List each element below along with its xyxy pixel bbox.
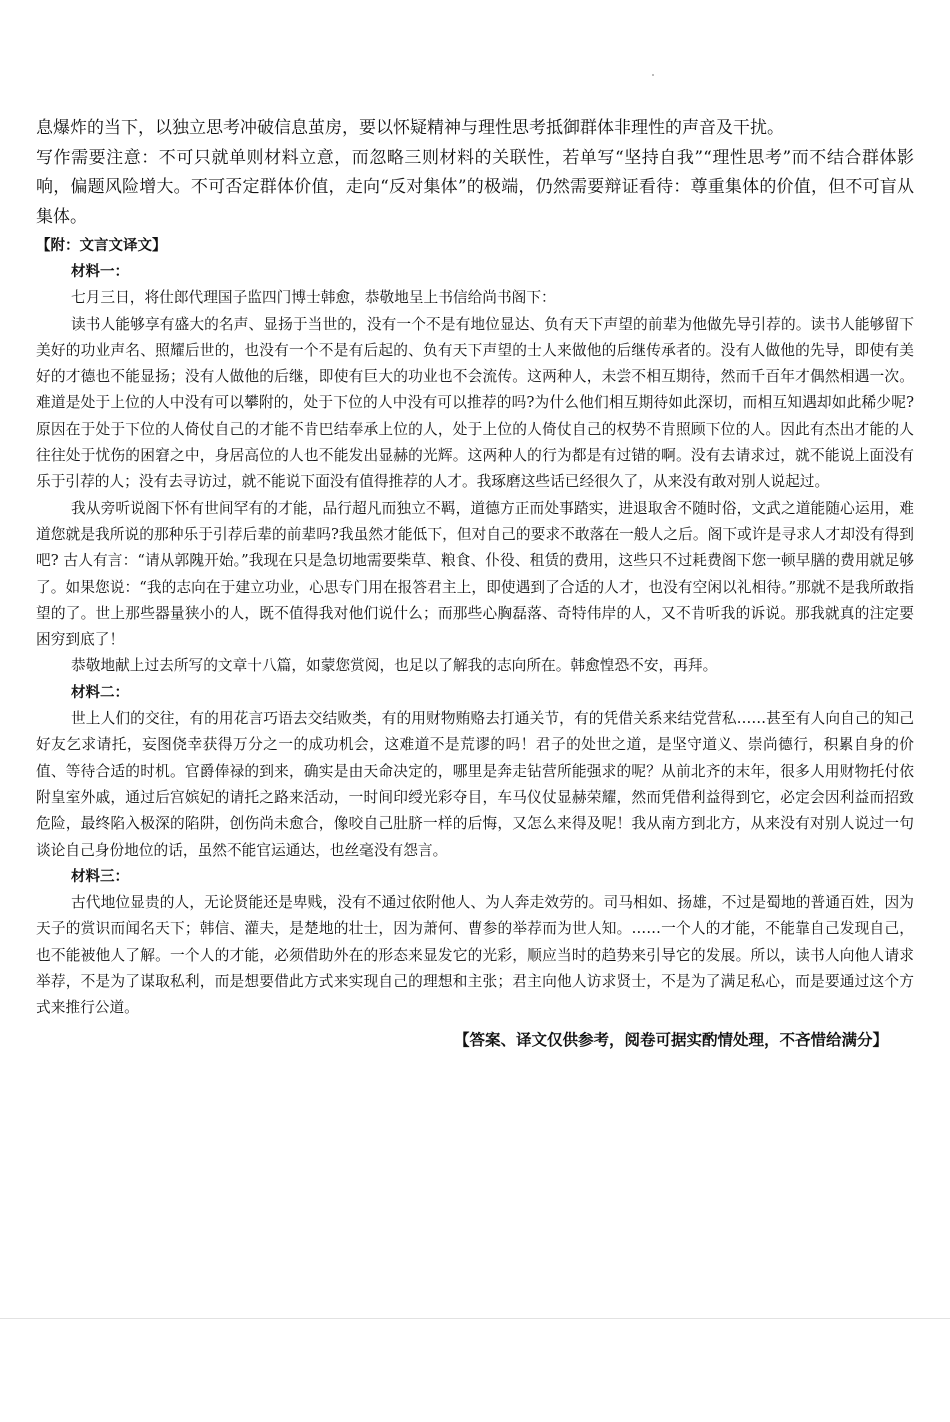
intro-paragraph-1: 息爆炸的当下，以独立思考冲破信息茧房，要以怀疑精神与理性思考抵御群体非理性的声音及干扰。 bbox=[36, 118, 784, 138]
page-bottom-divider bbox=[0, 1318, 950, 1319]
material-3-title: 材料三： bbox=[71, 868, 129, 885]
document-content bbox=[36, 114, 914, 1054]
material-2-paragraph: 世上人们的交往，有的用花言巧语去交结败类，有的用财物贿赂去打通关节，有的凭借关系来结党营私……甚至有人向自己的知己好友乞求请托，妄图侥幸获得万分之一的成功机会，这难道不是荒谬的吗！君子的处世之道，是坚守道义、崇尚德行，积累自身的价值、等待合适的时机。官爵俸禄的到来，确实是由天命决定的，哪里是奔走钻营所能强求的呢？从前北齐的末年，很多人用财物托付依附皇室外戚，通过后宫嫔妃的请托之路来活动，一时间印绶光彩夺目，车马仪仗显赫荣耀，然而凭借利益得到它，必定会因利益而招致危险，最终陷入极深的陷阱，创伤尚未愈合，像咬自己肚脐一样的后悔，又怎么来得及呢！我从南方到北方，从来没有对别人说过一句谈论自己身份地位的话，虽然不能官运通达，也丝毫没有怨言。 bbox=[36, 710, 914, 859]
material-1-paragraph: 七月三日，将仕郎代理国子监四门博士韩愈，恭敬地呈上书信给尚书阁下： bbox=[71, 289, 556, 307]
material-1-paragraph: 恭敬地献上过去所写的文章十八篇，如蒙您赏阅，也足以了解我的志向所在。韩愈惶恐不安，再拜。 bbox=[71, 657, 718, 675]
material-1-title: 材料一： bbox=[71, 264, 129, 280]
appendix-translation bbox=[36, 233, 914, 1054]
material-1-paragraph: 我从旁听说阁下怀有世间罕有的才能，品行超凡而独立不羁，道德方正而处事踏实，进退取舍不随时俗，文武之道能随心运用，难道您就是我所说的那种乐于引荐后辈的前辈吗?我虽然才能低下，但对自己的要求不敢落在一般人之后。阁下或许是寻求人才却没有得到吧? 古人有言：“请从郭隗开始。”我现在只是急切地需要柴草、粮食、仆役、租赁的费用，这些只不过耗费阁下您一顿早膳的费用就足够了。如果您说：“我的志向在于建立功业，心思专门用在报答君主上，即使遇到了合适的人才，也没有空闲以礼相待。”那就不是我所敢指望的了。世上那些器量狭小的人，既不值得我对他们说什么；而那些心胸磊落、奇特伟岸的人，又不肯听我的诉说。那我就真的注定要困穷到底了！ bbox=[36, 499, 914, 649]
answer-reference-note: 【答案、译文仅供参考，阅卷可据实酌情处理，不吝惜给满分】 bbox=[453, 1030, 888, 1049]
scan-speck bbox=[652, 74, 654, 76]
material-1-paragraph: 读书人能够享有盛大的名声、显扬于当世的，没有一个不是有地位显达、负有天下声望的前辈为他做先导引荐的。读书人能够留下美好的功业声名、照耀后世的，也没有一个不是有后起的、负有天下声望的士人来做他的后继传承者的。没有人做他的先导，即使有美好的才德也不能显扬；没有人做他的后继，即使有巨大的功业也不会流传。这两种人，未尝不相互期待，然而千百年才偶然相遇一次。难道是处于上位的人中没有可以攀附的，处于下位的人中没有可以推荐的吗?为什么他们相互期待如此深切，而相互知遇却如此稀少呢?原因在于处于下位的人倚仗自己的才能不肯巴结奉承上位的人，处于上位的人倚仗自己的权势不肯照顾下位的人。因此有杰出才能的人往往处于忧伤的困窘之中，身居高位的人也不能发出显赫的光辉。这两种人的行为都是有过错的啊。没有去请求过，就不能说上面没有乐于引荐的人；没有去寻访过，就不能说下面没有值得推荐的人才。我琢磨这些话已经很久了，从来没有敢对别人说起过。 bbox=[36, 315, 914, 491]
appendix-title: 【附：文言文译文】 bbox=[36, 238, 167, 254]
material-2-title: 材料二： bbox=[71, 684, 129, 701]
intro-paragraph-2: 写作需要注意：不可只就单则材料立意，而忽略三则材料的关联性，若单写“坚持自我”“理性思考”而不结合群体影响，偏题风险增大。不可否定群体价值，走向“反对集体”的极端，仍然需要辩证看待：尊重集体的价值，但不可盲从集体。 bbox=[36, 147, 914, 227]
writing-guidance bbox=[36, 114, 914, 232]
material-3-paragraph: 古代地位显贵的人，无论贤能还是卑贱，没有不通过依附他人、为人奔走效劳的。司马相如、扬雄，不过是蜀地的普通百姓，因为天子的赏识而闻名天下；韩信、灌夫，是楚地的壮士，因为萧何、曹参的举荐而为世人知。……一个人的才能，不能靠自己发现自己，也不能被他人了解。一个人的才能，必须借助外在的形态来显发它的光彩，顺应当时的趋势来引导它的发展。所以，读书人向他人请求举荐，不是为了谋取私利，而是想要借此方式来实现自己的理想和主张；君主向他人访求贤士，不是为了满足私心，而是要通过这个方式来推行公道。 bbox=[36, 894, 914, 1017]
